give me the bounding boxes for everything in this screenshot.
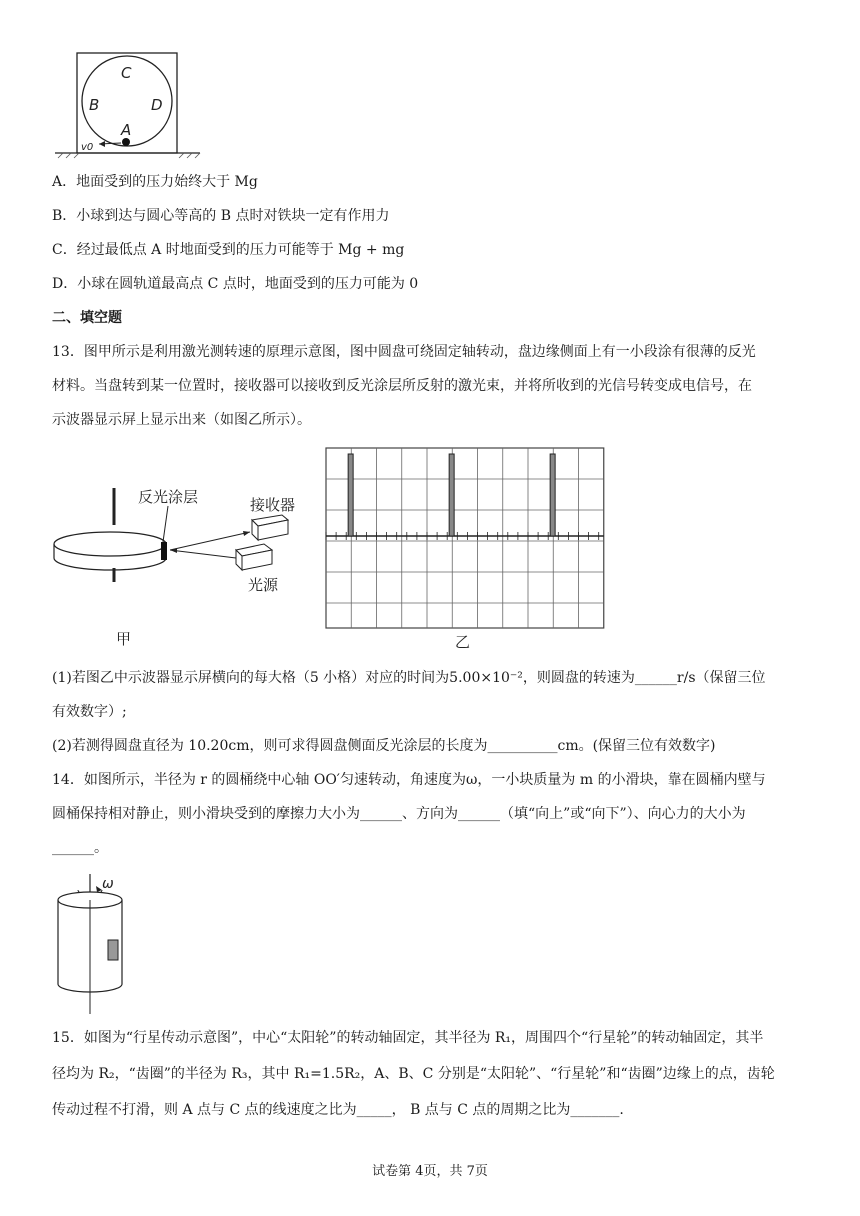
source-label: 光源 bbox=[248, 576, 279, 594]
figure-yi-caption: 乙 bbox=[455, 633, 471, 651]
option-b: B．小球到达与圆心等高的 B 点时对铁块一定有作用力 bbox=[52, 208, 390, 224]
option-c: C．经过最低点 A 时地面受到的压力可能等于 Mg + mg bbox=[52, 242, 405, 258]
q15-line-2: 径均为 R₂，“齿圈”的半径为 R₃，其中 R₁=1.5R₂，A、B、C 分别是“太阳轮”、“行星轮”和“齿圈”边缘上的点，齿轮 bbox=[52, 1066, 775, 1082]
q13-sub-1b: 有效数字）; bbox=[52, 704, 127, 720]
signal-pulse-3 bbox=[550, 454, 555, 536]
section-title: 二、填空题 bbox=[52, 310, 122, 326]
q14-line-1: 14．如图所示，半径为 r 的圆桶绕中心轴 OO′匀速转动，角速度为ω，一小块质量为 m 的小滑块，靠在圆桶内壁与 bbox=[52, 772, 766, 788]
coating-label: 反光涂层 bbox=[138, 488, 199, 506]
option-a: A．地面受到的压力始终大于 Mg bbox=[52, 174, 258, 190]
signal-pulse-2 bbox=[449, 454, 454, 536]
laser-disk-figure bbox=[50, 470, 310, 650]
loop-label-d: D bbox=[151, 96, 163, 114]
signal-pulse-1 bbox=[348, 454, 353, 536]
loop-label-v0: v0 bbox=[81, 142, 94, 153]
q14-line-2: 圆桶保持相对静止，则小滑块受到的摩擦力大小为______、方向为______（填“向上”或“向下”）、向心力的大小为 bbox=[52, 806, 746, 822]
loop-label-c: C bbox=[121, 64, 132, 82]
q15-line-3: 传动过程不打滑，则 A 点与 C 点的线速度之比为_____， B 点与 C 点的周期之比为_______. bbox=[52, 1102, 624, 1118]
option-d: D．小球在圆轨道最高点 C 点时，地面受到的压力可能为 0 bbox=[52, 276, 419, 292]
figure-jia-caption: 甲 bbox=[116, 630, 132, 648]
oscilloscope-figure bbox=[320, 442, 620, 654]
oscilloscope-screen bbox=[326, 448, 604, 628]
q13-sub-1: (1)若图乙中示波器显示屏横向的每大格（5 小格）对应的时间为5.00×10⁻²，则圆盘的转速为______r/s（保留三位 bbox=[52, 670, 766, 686]
q13-sub-2: (2)若测得圆盘直径为 10.20cm，则可求得圆盘侧面反光涂层的长度为__________cm。(保留三位有效数字) bbox=[52, 738, 716, 754]
cylinder-figure bbox=[50, 870, 160, 1020]
q14-line-3: ______。 bbox=[52, 840, 108, 856]
loop-label-b: B bbox=[89, 96, 100, 114]
loop-track-figure bbox=[55, 48, 205, 163]
q15-line-1: 15．如图为“行星传动示意图”，中心“太阳轮”的转动轴固定，其半径为 R₁，周围四个“行星轮”的转动轴固定，其半 bbox=[52, 1030, 764, 1046]
page-footer: 试卷第 4页，共 7页 bbox=[372, 1164, 488, 1179]
q13-line-3: 示波器显示屏上显示出来（如图乙所示）。 bbox=[52, 412, 311, 428]
q13-line-1: 13．图甲所示是利用激光测转速的原理示意图，图中圆盘可绕固定轴转动，盘边缘侧面上有一小段涂有很薄的反光 bbox=[52, 344, 756, 360]
receiver-label: 接收器 bbox=[250, 496, 296, 514]
loop-label-a: A bbox=[121, 121, 132, 139]
q13-line-2: 材料。当盘转到某一位置时，接收器可以接收到反光涂层所反射的激光束，并将所收到的光信号转变成电信号，在 bbox=[52, 378, 752, 394]
omega-label: ω bbox=[102, 876, 114, 892]
